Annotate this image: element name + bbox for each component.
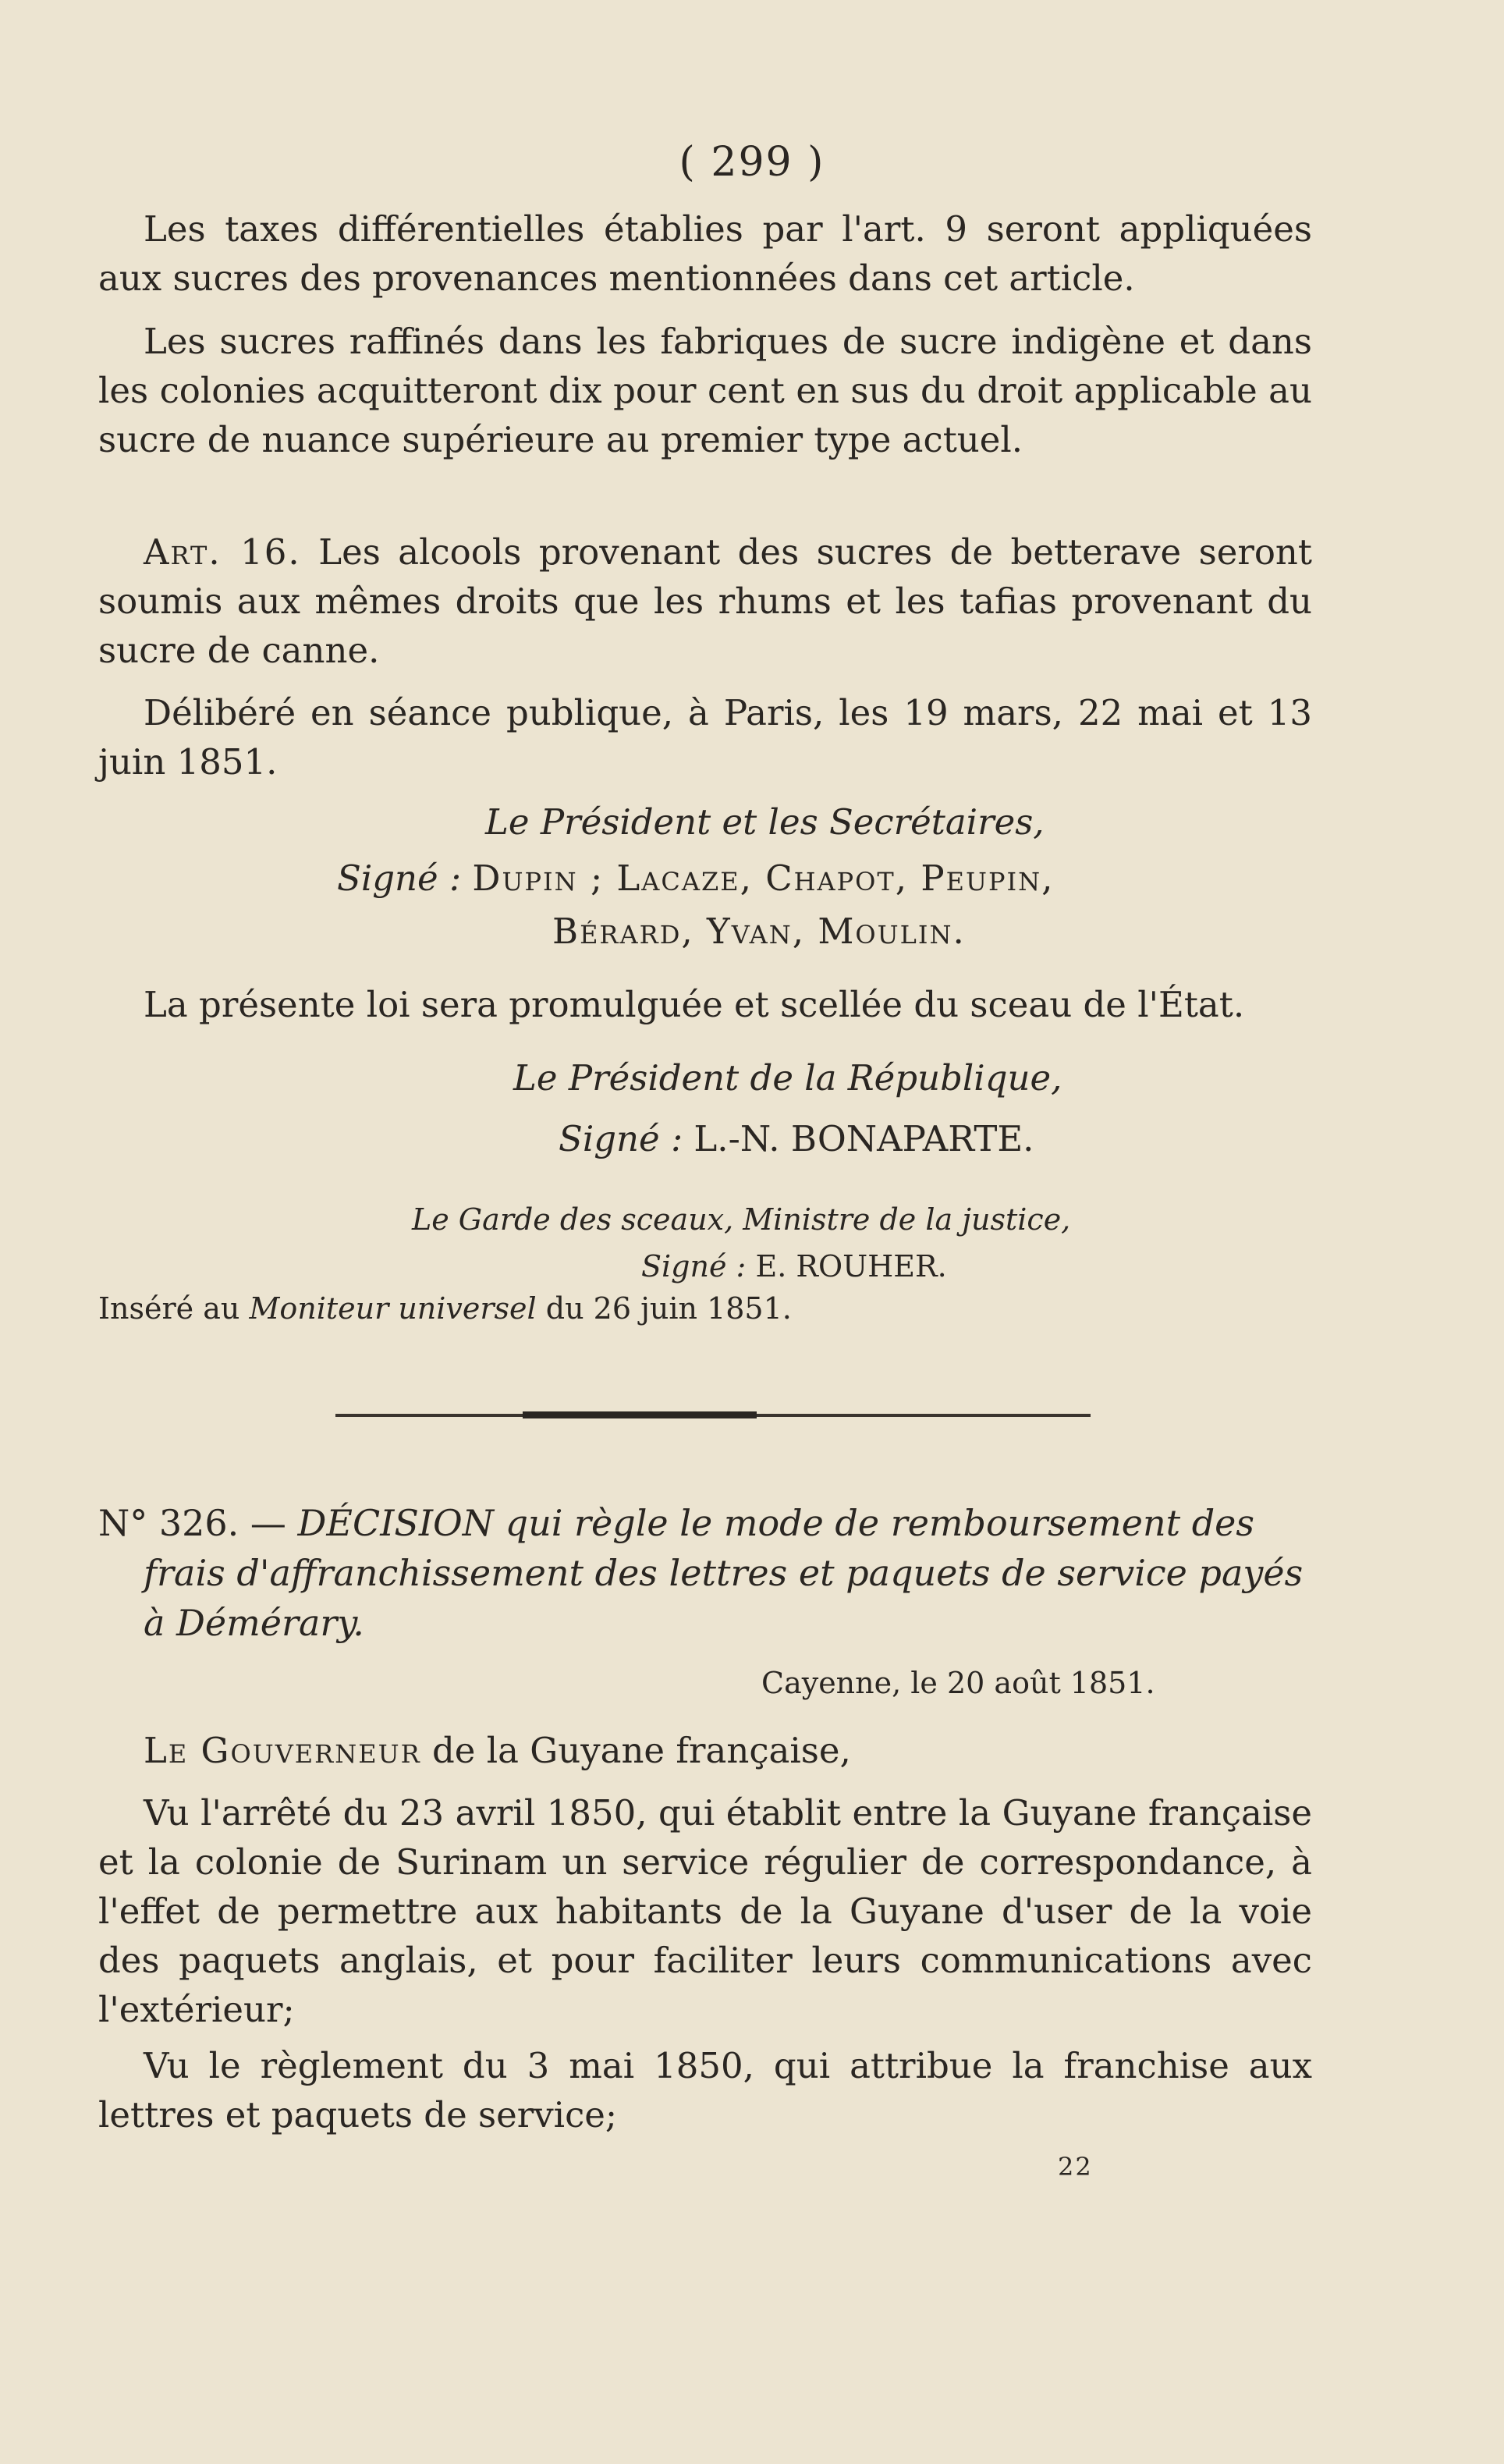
place-date: Cayenne, le 20 août 1851. [761, 1666, 1155, 1700]
decision-title [98, 1498, 1312, 1648]
signe-label: Signé : [641, 1249, 747, 1283]
article-16 [98, 527, 1312, 675]
assembly-signatures-line1 [337, 854, 1054, 903]
signe-label: Signé : [559, 1118, 683, 1159]
vu-reglement-paragraph: Vu le règlement du 3 mai 1850, qui attribue la franchise aux lettres et paquets de service; [98, 2045, 1312, 2136]
governor-title: Le Gouverneur [144, 1730, 421, 1771]
assembly-heading: Le Président et les Secrétaires, [485, 801, 1045, 843]
insertion-note [98, 1284, 792, 1333]
insertion-prefix: Inséré au [98, 1291, 240, 1326]
president-name: L.-N. BONAPARTE. [693, 1118, 1034, 1159]
vu-arrete-paragraph: Vu l'arrêté du 23 avril 1850, qui établit entre la Guyane française et la colonie de Surinam un service régulier de correspondance, à l'effet de permettre aux habitants de la Guyane d'user de la voie des paquets anglais, et pour faciliter leurs communications avec l'extérieur; [98, 1792, 1312, 2030]
garde-des-sceaux-heading: Le Garde des sceaux, Ministre de la justice, [412, 1202, 1071, 1237]
insertion-suffix: du 26 juin 1851. [545, 1291, 792, 1326]
decision-title-text: DÉCISION qui règle le mode de remboursement des frais d'affranchissement des lettres et paquets de service payés à Démérary. [144, 1502, 1304, 1644]
article-16-text: Les alcools provenant des sucres de betterave seront soumis aux mêmes droits que les rhums et les tafias provenant du sucre de canne. [98, 531, 1312, 671]
garde-des-sceaux-name: E. ROUHER. [755, 1249, 947, 1283]
president-heading: Le Président de la République, [513, 1057, 1062, 1099]
section-divider [335, 1414, 1091, 1417]
promulgation-paragraph: La présente loi sera promulguée et scellée du sceau de l'État. [144, 984, 1245, 1025]
section-divider-ornament [523, 1411, 757, 1418]
governor-line [98, 1726, 1312, 1775]
signe-label: Signé : [337, 857, 462, 899]
decision-number: N° 326. — [98, 1502, 286, 1544]
article-16-label: Art. 16. [144, 531, 301, 573]
governor-rest: de la Guyane française, [432, 1730, 851, 1771]
president-signature [559, 1114, 1034, 1163]
page-number: ( 299 ) [679, 139, 825, 186]
assembly-names-1: Dupin ; Lacaze, Chapot, Peupin, [472, 857, 1055, 899]
deliberation-paragraph: Délibéré en séance publique, à Paris, les 19 mars, 22 mai et 13 juin 1851. [98, 692, 1312, 783]
signature-mark: 22 [1058, 2152, 1093, 2182]
paragraph-sucres-raffines: Les sucres raffinés dans les fabriques de sucre indigène et dans les colonies acquitteront dix pour cent en sus du droit applicable au sucre de nuance supérieure au premier type actuel. [98, 321, 1312, 460]
paragraph-taxes: Les taxes différentielles établies par l'art. 9 seront appliquées aux sucres des provenances mentionnées dans cet article. [98, 208, 1312, 299]
assembly-signatures-line2: Bérard, Yvan, Moulin. [552, 911, 966, 952]
journal-name: Moniteur universel [249, 1291, 537, 1326]
